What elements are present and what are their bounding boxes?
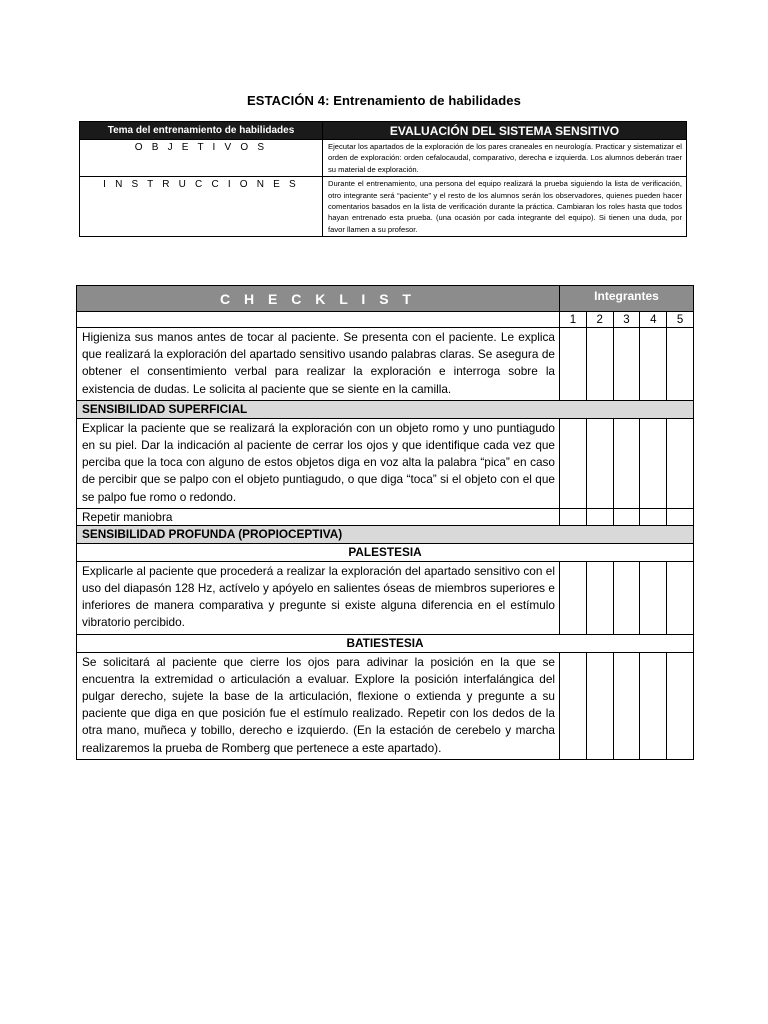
integrante-number: 2	[586, 312, 613, 328]
checklist-item-batiestesia: Se solicitará al paciente que cierre los ojos para adivinar la posición en la que se encuentra la extremidad o articulación a evaluar. Explore la posición interfalángica del pulgar derecho, sujete la base de la articulación, flexione o extienda y pregunte a su paciente que diga en que posición fue el estímulo realizado. Repetir con los dedos de la otra mano, muñeca y tobillo, derecho e izquierdo. (En la estación de cerebelo y marcha realizaremos la prueba de Romberg que pertenece a este apartado).	[77, 652, 560, 759]
check-box[interactable]	[586, 508, 613, 525]
checklist-item-superficial: Explicar la paciente que se realizará la exploración con un objeto romo y uno puntiagudo en su piel. Dar la indicación al paciente de cerrar los ojos y que identifique cada vez que perciba que la toca con alguno de estos objetos diga en voz alta la palabra “pica” en caso de percibir que se palpo con el objeto puntiagudo, o que diga “toca” si el objeto con el que se palpo fue romo o redondo.	[77, 418, 560, 508]
check-box[interactable]	[613, 652, 640, 759]
objetivos-text: Ejecutar los apartados de la exploración de los pares craneales en neurología. Practicar y sistematizar el orden de exploración: orden cefalocaudal, comparativo, derecha e izquierda. Los alumnos deberán traer su material de exploración.	[323, 140, 687, 177]
check-box[interactable]	[667, 561, 694, 634]
checklist-title: C H E C K L I S T	[77, 286, 560, 312]
checklist-item-palestesia: Explicarle al paciente que procederá a realizar la exploración del apartado sensitivo con el uso del diapasón 128 Hz, actívelo y apóyelo en salientes óseas de miembros superiores e inferiores de manera comparativa y pregunte si existe alguna diferencia en el estímulo vibratorio percibido.	[77, 561, 560, 634]
checklist-table	[76, 285, 694, 760]
subsection-batiestesia: BATIESTESIA	[77, 634, 694, 652]
check-box[interactable]	[667, 652, 694, 759]
page-title: ESTACIÓN 4: Entrenamiento de habilidades	[247, 93, 521, 108]
check-box[interactable]	[560, 652, 587, 759]
section-superficial: SENSIBILIDAD SUPERFICIAL	[77, 400, 694, 418]
check-box[interactable]	[667, 328, 694, 401]
instrucciones-text: Durante el entrenamiento, una persona del equipo realizará la prueba siguiendo la lista de verificación, otro integrante será “paciente” y el resto de los alumnos serán los observadores, quienes pueden hacer comentarios basados en la lista de verificación durante la práctica. Cambiaran los roles hasta que todos hayan entrenado esta prueba. (una ocasión por cada integrante del equipo). Si tienen una duda, por favor llamen a su profesor.	[323, 177, 687, 237]
check-box[interactable]	[640, 418, 667, 508]
check-box[interactable]	[640, 328, 667, 401]
info-header-left: Tema del entrenamiento de habilidades	[80, 122, 323, 140]
integrantes-header: Integrantes	[560, 286, 694, 312]
subsection-palestesia: PALESTESIA	[77, 543, 694, 561]
check-box[interactable]	[560, 561, 587, 634]
checklist-item-repetir: Repetir maniobra	[77, 508, 560, 525]
check-box[interactable]	[560, 418, 587, 508]
checklist-item-intro: Higieniza sus manos antes de tocar al paciente. Se presenta con el paciente. Le explica que realizará la exploración del apartado sensitivo usando palabras claras. Se asegura de obtener el consentimiento verbal para realizar la exploración e interroga sobre la existencia de dudas. Le solicita al paciente que se siente en la camilla.	[77, 328, 560, 401]
info-header-right: EVALUACIÓN DEL SISTEMA SENSITIVO	[323, 122, 687, 140]
instrucciones-label: I N S T R U C C I O N E S	[80, 177, 323, 237]
integrante-number: 3	[613, 312, 640, 328]
check-box[interactable]	[560, 508, 587, 525]
check-box[interactable]	[586, 652, 613, 759]
check-box[interactable]	[586, 561, 613, 634]
integrante-number: 5	[667, 312, 694, 328]
check-box[interactable]	[667, 418, 694, 508]
section-profunda: SENSIBILIDAD PROFUNDA (PROPIOCEPTIVA)	[77, 525, 694, 543]
check-box[interactable]	[640, 508, 667, 525]
check-box[interactable]	[560, 328, 587, 401]
check-box[interactable]	[667, 508, 694, 525]
check-box[interactable]	[613, 328, 640, 401]
check-box[interactable]	[640, 652, 667, 759]
check-box[interactable]	[613, 418, 640, 508]
info-table	[79, 121, 687, 237]
check-box[interactable]	[613, 561, 640, 634]
check-box[interactable]	[640, 561, 667, 634]
integrante-number: 4	[640, 312, 667, 328]
objetivos-label: O B J E T I V O S	[80, 140, 323, 177]
check-box[interactable]	[586, 418, 613, 508]
integrante-number: 1	[560, 312, 587, 328]
blank-cell	[77, 312, 560, 328]
check-box[interactable]	[613, 508, 640, 525]
check-box[interactable]	[586, 328, 613, 401]
